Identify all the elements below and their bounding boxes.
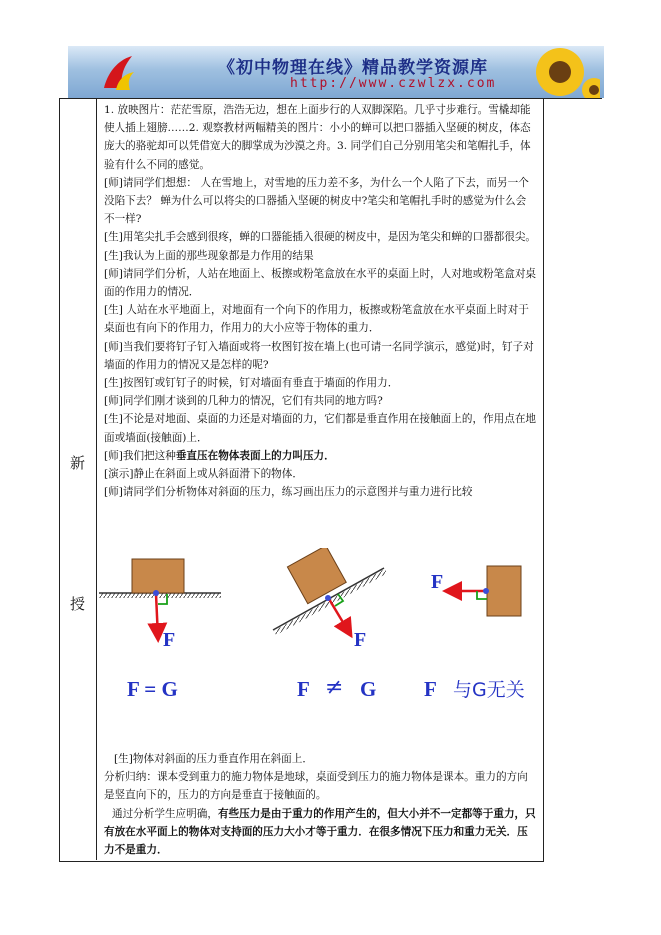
paragraph: [生]不论是对地面、桌面的力还是对墙面的力，它们都是垂直作用在接触面上的，作用点在地面或墙面(接触面)上． bbox=[104, 413, 537, 444]
wall-figure bbox=[431, 566, 521, 616]
header-banner bbox=[68, 46, 604, 98]
sunflower-image bbox=[520, 46, 600, 98]
paragraph: [师]请同学们想想： 人在雪地上，对雪地的压力差不多，为什么一个人陷了下去，而另一个没陷下去？ 蝉为什么可以将尖的口器插入坚硬的树皮中?笔尖和笔帽扎手时的感觉为什么会不一样? bbox=[104, 176, 529, 226]
pressure-definition bbox=[104, 447, 536, 465]
table-top-extension bbox=[542, 98, 602, 99]
paragraph: [师]请同学们分析物体对斜面的压力，练习画出压力的示意图并与重力进行比较 bbox=[104, 486, 473, 499]
paragraph: [师]请同学们分析，人站在地面上、板擦或粉笔盒放在水平的桌面上时，人对地或粉笔盒对桌面的作用力的情况． bbox=[104, 267, 537, 299]
force-label: F bbox=[431, 571, 444, 593]
definition-prefix: [师]我们把这种 bbox=[104, 449, 176, 462]
not-equal-symbol: ≠ bbox=[325, 675, 344, 700]
student-answer: [生]物体对斜面的压力垂直作用在斜面上． bbox=[114, 753, 313, 765]
force-label: F bbox=[163, 629, 176, 651]
paragraph: [生] 人站在水平地面上，对地面有一个向下的作用力，板擦或粉笔盒放在水平桌面上时对于桌面也有向下的作用力，作用力的大小应等于物体的重力． bbox=[104, 304, 529, 335]
equation-f-equals-g: F = G bbox=[127, 677, 178, 701]
paragraph: [生]按图钉或钉钉子的时候，钉对墙面有垂直于墙面的作用力． bbox=[104, 377, 399, 390]
site-logo bbox=[98, 52, 140, 94]
lesson-content bbox=[104, 101, 536, 501]
paragraph: [师]同学们刚才谈到的几种力的情况，它们有共同的地方吗? bbox=[104, 395, 383, 408]
equation-f-neq-g-left: F bbox=[297, 677, 310, 701]
banner-title: 《初中物理在线》精品教学资源库 bbox=[218, 58, 488, 78]
equation-f-unrelated-left: F bbox=[424, 677, 437, 701]
side-label-xin: 新 bbox=[70, 454, 86, 472]
summary-section bbox=[104, 750, 536, 859]
paragraph: [演示]静止在斜面上或从斜面滑下的物体． bbox=[104, 468, 303, 481]
paragraph: [生]我认为上面的那些现象都是力作用的结果 bbox=[104, 249, 314, 262]
conclusion-lead: 通过分析学生应明确， bbox=[112, 807, 218, 820]
conclusion bbox=[104, 805, 536, 860]
definition-emphasis: 垂直压在物体表面上的力叫压力． bbox=[175, 449, 335, 462]
equation-f-neq-g-right: G bbox=[360, 677, 377, 701]
paragraph: 1. 放映图片：茫茫雪原，浩浩无边，想在上面步行的人双脚深陷。几乎寸步难行。雪橇却能使人插上翅膀……2. 观察教材两幅精美的图片：小小的蝉可以把口器插入坚硬的树皮，体态庞大的骆驼却可以凭借宽大的脚掌成为沙漠之舟。3. 同学们自己分别用笔尖和笔帽扎手，体验有什么不同的感觉。 bbox=[104, 104, 531, 171]
paragraph: [师]当我们要将钉子钉入墙面或将一枚图钉按在墙上(也可请一名同学演示，感觉)时，钉子对墙面的作用力的情况又是怎样的呢? bbox=[104, 340, 534, 371]
side-label-shou: 授 bbox=[70, 595, 86, 613]
analysis-summary: 分析归纳：课本受到重力的施力物体是地球，桌面受到压力的施力物体是课本。重力的方向是竖直向下的，压力的方向是垂直于接触面的。 bbox=[104, 771, 528, 802]
banner-url[interactable]: http://www.czwlzx.com bbox=[290, 76, 497, 91]
force-arrow bbox=[156, 594, 158, 638]
horizontal-surface-figure bbox=[99, 559, 221, 651]
block bbox=[487, 566, 521, 616]
equation-f-unrelated-right: 与G无关 bbox=[453, 679, 525, 701]
force-arrow bbox=[329, 599, 350, 634]
force-label: F bbox=[354, 629, 367, 651]
inclined-plane-figure bbox=[273, 548, 386, 651]
conclusion-emphasis: 有些压力是由于重力的作用产生的，但大小并不一定都等于重力，只有放在水平面上的物体对支持面的压力大小才等于重力．在很多情况下压力和重力无关．压力不是重力． bbox=[104, 807, 536, 857]
table-divider bbox=[96, 98, 97, 860]
paragraph: [生]用笔尖扎手会感到很疼，蝉的口器能插入很硬的树皮中，是因为笔尖和蝉的口器都很尖。 bbox=[104, 231, 537, 244]
pressure-diagram bbox=[97, 548, 542, 738]
block bbox=[132, 559, 184, 593]
